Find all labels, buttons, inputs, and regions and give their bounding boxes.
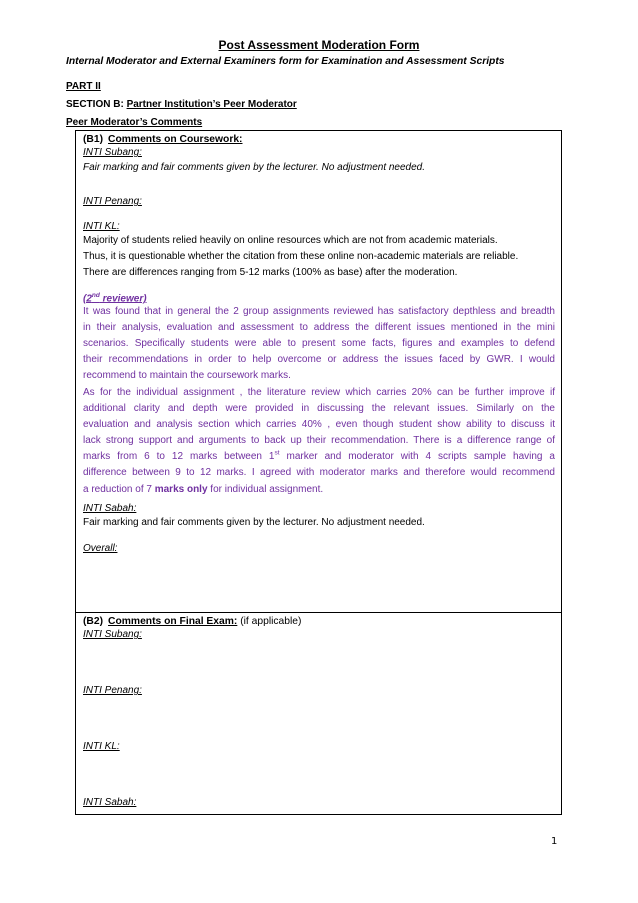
b2-note: (if applicable) <box>237 616 302 627</box>
b1-kl-label: INTI KL: <box>83 221 120 232</box>
b1-penang-label: INTI Penang: <box>83 196 142 207</box>
b1-overall-label: Overall: <box>83 543 118 554</box>
coursework-comments-box <box>75 130 562 613</box>
section-title: Partner Institution’s Peer Moderator <box>126 99 297 110</box>
b1-sabah-label: INTI Sabah: <box>83 503 137 514</box>
reviewer-line: a reduction of 7 marks only for individual assignment. <box>83 483 324 495</box>
reviewer-paragraph-group <box>83 304 555 384</box>
b1-subang-label: INTI Subang: <box>83 147 142 158</box>
reviewer-line: marks from 6 to 12 marks between 1st marker and moderator with 4 scripts sample having a <box>83 450 555 463</box>
final-exam-comments-box <box>75 612 562 815</box>
b2-kl-label: INTI KL: <box>83 741 120 752</box>
b1-heading: Comments on Coursework: <box>108 134 243 145</box>
part-heading: PART II <box>66 81 101 92</box>
b1-kl-line: There are differences ranging from 5-12 marks (100% as base) after the moderation. <box>83 267 458 278</box>
reviewer-line: additional clarity and depth were provided in discussing the relevant issues. Similarly on the <box>83 403 555 415</box>
b2-heading: Comments on Final Exam: <box>108 616 238 627</box>
peer-comments-heading: Peer Moderator’s Comments <box>66 117 203 128</box>
form-subtitle: Internal Moderator and External Examiners form for Examination and Assessment Scripts <box>66 56 505 67</box>
b1-sabah-text: Fair marking and fair comments given by the lecturer. No adjustment needed. <box>83 517 425 528</box>
reviewer-line: As for the individual assignment , the literature review which carries 20% can be further improve if <box>83 387 555 398</box>
b1-kl-line: Thus, it is questionable whether the citation from these online non-academic materials are reliable. <box>83 251 519 262</box>
page-title: Post Assessment Moderation Form <box>218 38 420 52</box>
reviewer-line: scenarios. Specifically students were able to present some facts, figures and examples to defend <box>83 338 555 350</box>
b2-code: (B2) <box>83 616 104 627</box>
reviewer-line: evaluation and analysis section which carries 40% , even though student show ability to discuss it <box>83 419 555 431</box>
b1-subang-text: Fair marking and fair comments given by the lecturer. No adjustment needed. <box>83 162 426 173</box>
section-heading <box>66 99 297 110</box>
reviewer-paragraph-individual <box>83 385 555 498</box>
reviewer-line: difference between 9 to 12 marks. I agreed with moderator marks and therefore would recommend <box>83 467 555 479</box>
b1-label <box>83 134 242 145</box>
reviewer-line: recommend to maintain the coursework marks. <box>83 370 291 382</box>
page-number: 1 <box>551 836 558 847</box>
b2-sabah-label: INTI Sabah: <box>83 797 137 808</box>
section-prefix: SECTION B: <box>66 99 127 110</box>
b2-penang-label: INTI Penang: <box>83 685 142 696</box>
b1-code: (B1) <box>83 134 104 145</box>
second-reviewer-label: (2nd reviewer) <box>83 292 147 305</box>
b2-subang-label: INTI Subang: <box>83 629 142 640</box>
reviewer-line: lack strong support and arguments to back up their recommendation. There is a difference range of <box>83 435 555 447</box>
reviewer-line: It was found that in general the 2 group assignments reviewed has satisfactory depthless and breadth <box>83 306 555 317</box>
b2-label <box>83 616 301 627</box>
b1-kl-line: Majority of students relied heavily on online resources which are not from academic materials. <box>83 235 498 246</box>
reviewer-line: in their analysis, evaluation and assessment to address the different issues mentioned in the mini <box>83 322 555 334</box>
reviewer-line: their recommendations in order to help overcome or address the issues faced by GWR. I would <box>83 354 555 366</box>
